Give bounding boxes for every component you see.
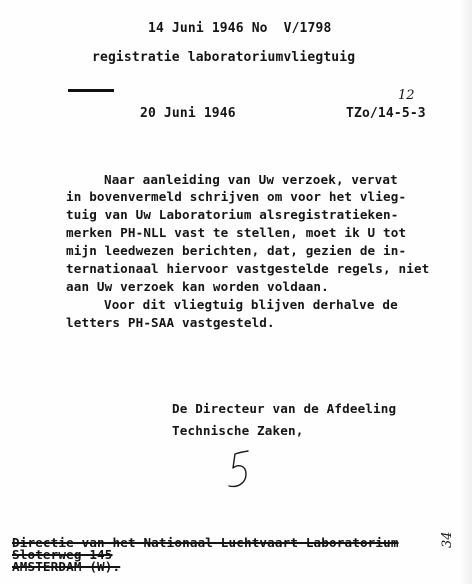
letter-date: 20 Juni 1946 [140,106,236,121]
file-reference: TZo/14-5-3 [346,106,426,121]
separator-dash [68,89,114,92]
reference-line: 14 Juni 1946 No V/1798 [148,21,332,36]
body-line: Voor dit vliegtuig blijven derhalve de [104,297,398,312]
margin-note: 34 [440,531,455,548]
signatory-department: Technische Zaken, [172,423,304,438]
file-reference-annotation: 12 [398,88,415,103]
addressee-line: Sloterweg 145 [12,547,113,562]
body-line: mijn leedwezen berichten, dat, gezien de in- [66,243,407,258]
scan-edge-shadow [460,0,472,584]
body-line: in bovenvermeld schrijven om voor het vlieg- [66,189,407,204]
handwritten-signature [224,448,258,496]
body-line: Naar aanleiding van Uw verzoek, vervat [104,172,398,187]
body-line: tuig van Uw Laboratorium alsregistratieken- [66,207,399,222]
addressee-line: Directie van het Nationaal Luchtvaart Laboratorium [12,535,399,550]
body-line: merken PH-NLL vast te stellen, moet ik U tot [66,225,407,240]
body-line: letters PH-SAA vastgesteld. [66,315,275,330]
addressee-line: AMSTERDAM (W). [12,559,121,574]
signatory-title: De Directeur van de Afdeeling [172,401,397,416]
subject-line: registratie laboratoriumvliegtuig [92,50,356,65]
body-line: aan Uw verzoek kan worden voldaan. [66,279,329,294]
body-line: ternationaal hiervoor vastgestelde regels, niet [66,261,430,276]
